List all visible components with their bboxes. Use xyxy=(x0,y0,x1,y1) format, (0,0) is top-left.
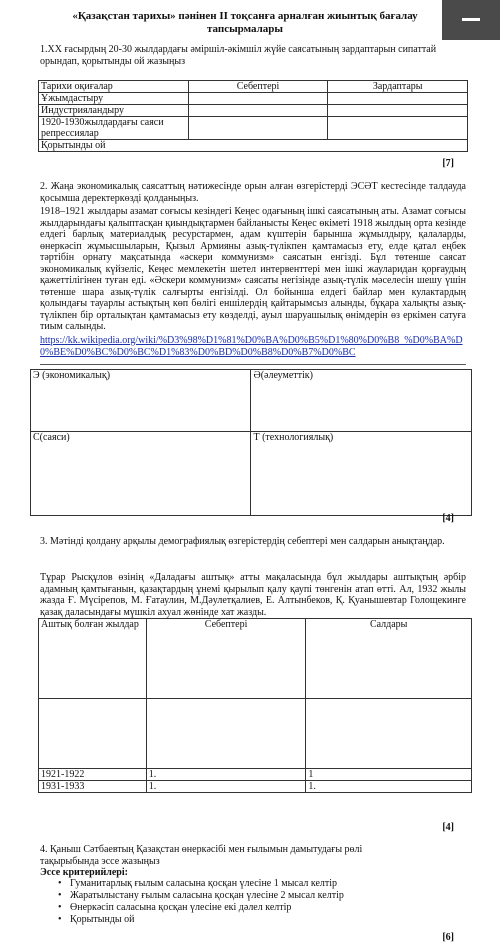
pest-cell-social[interactable]: Ә(әлеуметтік) xyxy=(251,370,472,432)
q3-header-row xyxy=(39,619,472,699)
q2-prompt: 2. Жаңа экономикалық саясаттың нәтижесінде орын алған өзгерістерді ЭСӘТ кестесінде талдауда қосымша деректеркөзді қолданыңыз. xyxy=(40,181,466,204)
list-item: • Өнеркәсіп саласына қосқан үлесіне екі дәлел келтір xyxy=(58,902,344,914)
page-title: «Қазақстан тарихы» пәнінен ІІ тоқсанға арналған жиынтық бағалау тапсырмалары xyxy=(72,10,418,35)
table-row xyxy=(39,105,468,117)
q3-cause[interactable]: 1. xyxy=(146,769,306,781)
dash-icon xyxy=(462,18,480,21)
answer-cell[interactable] xyxy=(39,699,147,769)
table-row xyxy=(31,370,472,432)
q4-criteria-list xyxy=(58,878,344,926)
answer-cell[interactable] xyxy=(188,105,328,117)
q1-header-causes: Себептері xyxy=(188,81,328,93)
q2-pest-table xyxy=(30,369,472,516)
table-row xyxy=(39,769,472,781)
q1-header-effects: Зардаптары xyxy=(328,81,468,93)
q4-criteria-title: Эссе критерийлері: xyxy=(40,867,128,878)
answer-cell[interactable] xyxy=(188,93,328,105)
table-row xyxy=(39,93,468,105)
table-row xyxy=(39,781,472,793)
pest-cell-political[interactable]: С(саяси) xyxy=(31,432,251,516)
table-row xyxy=(39,117,468,140)
q3-mark: [4] xyxy=(442,822,454,833)
pest-cell-technological[interactable]: Т (технологиялық) xyxy=(251,432,472,516)
q1-row-label: 1920-1930жылдардағы саяси репрессиялар xyxy=(39,117,189,140)
q1-header-events: Тарихи оқиғалар xyxy=(39,81,189,93)
q3-header-causes: Себептері xyxy=(146,619,306,699)
q2-source-link[interactable]: https://kk.wikipedia.org/wiki/%D3%98%D1%81%D0%BA%D0%B5%D1%80%D0%B8_%D0%BA%D0%BE%D0%BC%D0%BC%D1%83%D0%BD%D0%B8%D0%B7%D0%BC xyxy=(40,335,463,358)
list-item: • Қорытынды ой xyxy=(58,914,344,926)
table-row xyxy=(39,140,468,152)
pest-cell-economic[interactable]: Э (экономикалық) xyxy=(31,370,251,432)
answer-cell[interactable] xyxy=(328,93,468,105)
q3-table xyxy=(38,618,472,793)
answer-cell[interactable] xyxy=(328,117,468,140)
q3-effect[interactable]: 1. xyxy=(306,781,472,793)
q1-table xyxy=(38,80,468,152)
divider xyxy=(40,364,466,365)
q2-source-text: 1918–1921 жылдары азамат соғысы кезіндегі Кеңес одағының ішкі саясатының аты. Азамат соғысы жылдарындағы қалыптасқан қиындықтармен байланысты Кеңес өкіметі 1918 жылдың орта кезінде елдегі барлық материалдық ресурстармен, адам күштерін барынша жұмылдыру, қалаларды, өнеркәсіп жұмысшыларын, Қызыл Армияны азық-түлікпен қамтамасыз ету, елде қатал еңбек тәртібін орнату мақсатында «әскери коммунизм» саясатын енгізді. Бұл төтенше саясат экономикалық күйзеліс, Кеңес мемлекетін шетел интервенттері мен ішкі жауларидан қорғаудың қажеттілігінен туған еді. «Әскери коммунизм» саясаты негізінде азық-түлік мәселесін шешу үшін төтенше шара азық-түлік салғырты енгізілді. Ол бойынша елдегі байлар мен кулактардың қолындағы тауарлы астықтың көп бөлігі еншілердің қайтарымсыз алынды, бұқара халықты азық-түлікпен бір орталықтан қамтамасыз ету көзделді, ауыл шаруашылық өнімдерін өз еркімен сатуға тиым салынды. xyxy=(40,206,466,332)
q1-mark: [7] xyxy=(442,158,454,169)
q2-mark: [4] xyxy=(442,513,454,524)
list-item: • Жаратылыстану ғылым саласына қосқан үлесіне 2 мысал келтір xyxy=(58,890,344,902)
answer-cell[interactable] xyxy=(306,699,472,769)
q4-prompt: 4. Қаныш Сәтбаевтың Қазақстан өнеркәсібі мен ғылымын дамытудағы рөлі тақырыбында эссе жазыңыз xyxy=(40,844,363,867)
table-row xyxy=(39,699,472,769)
answer-cell[interactable] xyxy=(188,117,328,140)
q1-header-row xyxy=(39,81,468,93)
answer-cell[interactable] xyxy=(328,105,468,117)
q1-conclusion[interactable]: Қорытынды ой xyxy=(39,140,468,152)
table-row xyxy=(31,432,472,516)
q3-effect[interactable]: 1 xyxy=(306,769,472,781)
q3-year: 1931-1933 xyxy=(39,781,147,793)
q3-header-years: Аштық болған жылдар xyxy=(39,619,147,699)
q1-prompt: 1.ХХ ғасырдың 20-30 жылдардағы әміршіл-әкімшіл жүйе саясатының зардаптарын сипаттай орындап, қорытынды ой жазыңыз xyxy=(40,44,437,67)
q4-mark: [6] xyxy=(442,932,454,943)
q3-source-text: Тұрар Рысқұлов өзінің «Даладағы аштық» атты мақаласында бұл жылдары аштықтың әрбір адамның қамтығанын, қазақтардың ұнемі қырылып қалу қаупі төнгенін атап өтті. Ал, 1932 жылы жазда Ғ. Мүсірепов, М. Ғатаулин, М.Дәулетқалиев, Е. Алтынбеков, Қ. Қуанышевтар Голощекинге қазақ даласындағы мүшкіл ахуал жөнінде хат жазды. xyxy=(40,572,466,618)
q3-cause[interactable]: 1. xyxy=(146,781,306,793)
list-item: • Гуманитарлық ғылым саласына қосқан үлесіне 1 мысал келтір xyxy=(58,878,344,890)
q1-row-label: Индустрияландыру xyxy=(39,105,189,117)
q3-header-effects: Салдары xyxy=(306,619,472,699)
q3-prompt: 3. Мәтінді қолдану арқылы демографиялық өзгерістердің себептері мен салдарын анықтаңдар. xyxy=(40,536,445,547)
answer-cell[interactable] xyxy=(146,699,306,769)
q1-row-label: Ұжымдастыру xyxy=(39,93,189,105)
menu-corner[interactable] xyxy=(442,0,500,40)
q3-year: 1921-1922 xyxy=(39,769,147,781)
